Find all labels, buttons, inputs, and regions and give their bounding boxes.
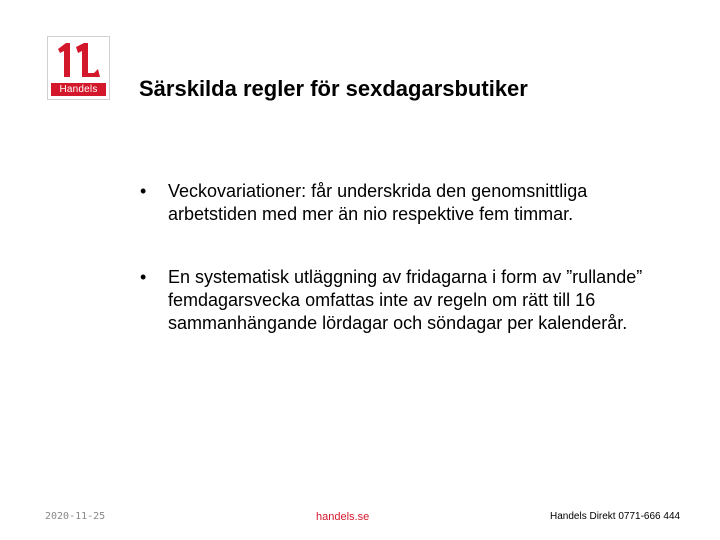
bullet-text: En systematisk utläggning av fridagarna i form av ”rullande” femdagarsvecka omfattas inte av regeln om rätt till 16 sammanhängande lördagar och söndagar per kalenderår. (168, 267, 643, 333)
bullet-item (140, 180, 680, 226)
bullet-marker: • (140, 267, 147, 287)
handels-logo (47, 36, 110, 100)
bullet-item (140, 266, 680, 335)
footer-website-link[interactable]: handels.se (316, 511, 370, 523)
bullet-marker: • (140, 181, 147, 201)
bullet-text: Veckovariationer: får underskrida den genomsnittliga arbetstiden med mer än nio respektive fem timmar. (168, 181, 588, 224)
logo-wordmark: Handels (51, 83, 106, 96)
footer-date: 2020-11-25 (45, 511, 106, 522)
footer-contact: Handels Direkt 0771-666 444 (550, 511, 681, 522)
slide-title: Särskilda regler för sexdagarsbutiker (139, 76, 528, 101)
bullet-list (140, 180, 680, 375)
